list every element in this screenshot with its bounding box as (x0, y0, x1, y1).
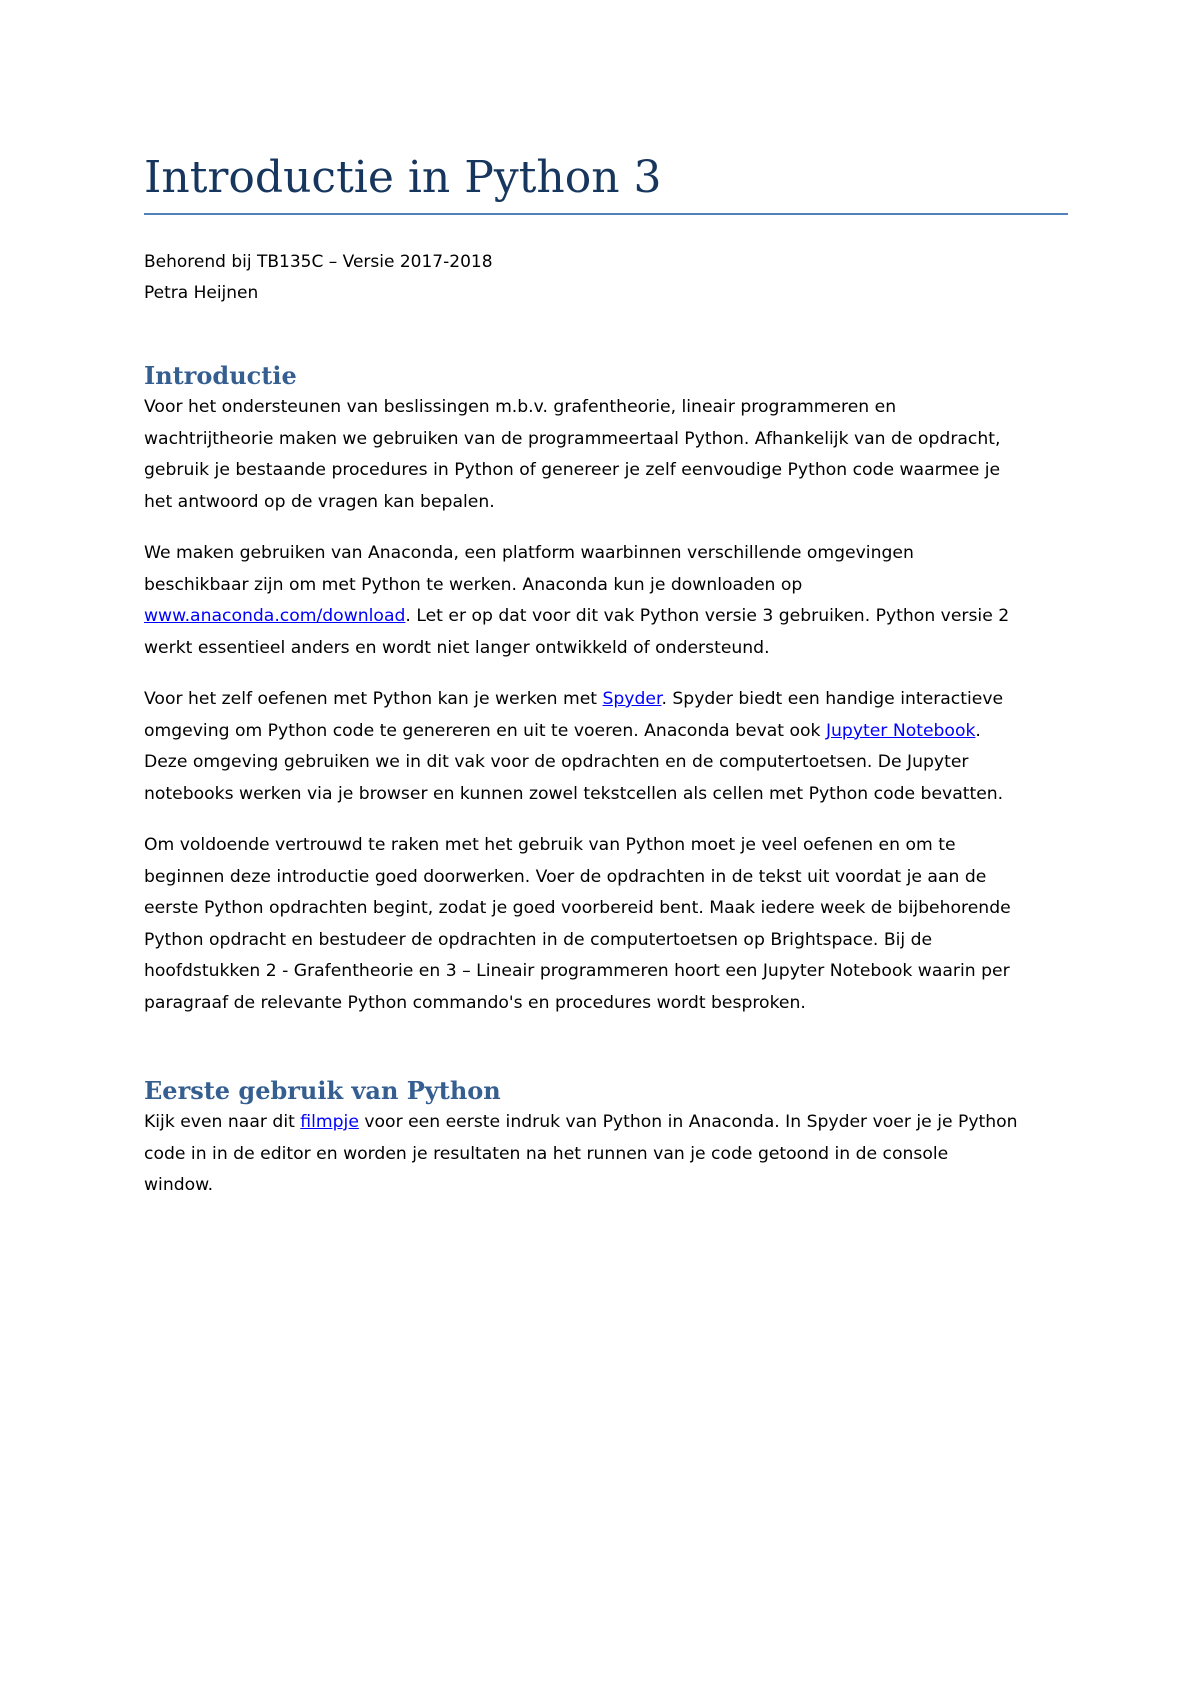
document-meta (144, 247, 493, 309)
text-line: Python opdracht en bestudeer de opdrachten in de computertoetsen op Brightspace. Bij de (144, 929, 933, 950)
text-fragment: voor een eerste indruk van Python in Anaconda. In Spyder voer je je Python (358, 1112, 1018, 1132)
text-line: code in in de editor en worden je resultaten na het runnen van je code getoond in de console (144, 1143, 949, 1164)
text-fragment: . Spyder biedt een handige interactieve (661, 689, 1004, 709)
text-line: Om voldoende vertrouwd te raken met het gebruik van Python moet je veel oefenen en om te (144, 835, 956, 855)
text-line: window. (144, 1175, 214, 1195)
text-line: werkt essentieel anders en wordt niet langer ontwikkeld of ondersteund. (144, 637, 770, 658)
document-subtitle: Behorend bij TB135C – Versie 2017-2018 (144, 252, 493, 272)
text-line (144, 684, 1068, 716)
text-line (144, 716, 1068, 748)
text-fragment: Voor het zelf oefenen met Python kan je werken met (144, 689, 603, 709)
text-fragment: Kijk even naar dit (144, 1112, 301, 1132)
text-line: Deze omgeving gebruiken we in dit vak voor de opdrachten en de computertoetsen. De Jupyter (144, 752, 969, 772)
text-line: We maken gebruiken van Anaconda, een platform waarbinnen verschillende omgevingen (144, 543, 914, 563)
spyder-link[interactable]: Spyder (602, 689, 662, 709)
filmpje-link[interactable]: filmpje (300, 1112, 359, 1132)
text-fragment: . Let er op dat voor dit vak Python versie 3 gebruiken. Python versie 2 (405, 606, 1010, 626)
text-line: hoofdstukken 2 - Grafentheorie en 3 – Lineair programmeren hoort een Jupyter Notebook waarin per (144, 961, 1010, 981)
anaconda-download-link[interactable]: www.anaconda.com/download (144, 606, 406, 626)
intro-paragraph-2 (144, 538, 1068, 664)
text-line: gebruik je bestaande procedures in Python of genereer je zelf eenvoudige Python code waarmee je (144, 460, 1001, 480)
text-line (144, 1107, 1068, 1139)
text-line: eerste Python opdrachten begint, zodat je goed voorbereid bent. Maak iedere week de bijbehorende (144, 898, 1011, 918)
jupyter-notebook-link[interactable]: Jupyter Notebook (825, 720, 976, 741)
text-line: het antwoord op de vragen kan bepalen. (144, 491, 495, 512)
section-eerste-gebruik (144, 1075, 1068, 1222)
text-line: notebooks werken via je browser en kunnen zowel tekstcellen als cellen met Python code bevatten. (144, 783, 1004, 804)
text-fragment: . (975, 720, 981, 741)
text-line: beginnen deze introductie goed doorwerken. Voer de opdrachten in de tekst uit voordat je aan de (144, 866, 987, 887)
text-line: wachtrijtheorie maken we gebruiken van de programmeertaal Python. Afhankelijk van de opdracht, (144, 428, 1001, 449)
title-underline (144, 213, 1068, 215)
intro-paragraph-1 (144, 392, 1068, 518)
document-title: Introductie in Python 3 (144, 152, 662, 203)
first-use-paragraph (144, 1107, 1068, 1202)
intro-paragraph-4 (144, 830, 1068, 1019)
document-author: Petra Heijnen (144, 283, 259, 303)
section-introductie (144, 360, 1068, 1039)
section-heading-eerste-gebruik: Eerste gebruik van Python (144, 1076, 501, 1105)
intro-paragraph-3 (144, 684, 1068, 810)
text-line (144, 601, 1068, 633)
text-line: paragraaf de relevante Python commando's en procedures wordt besproken. (144, 992, 806, 1013)
text-line: Voor het ondersteunen van beslissingen m.b.v. grafentheorie, lineair programmeren en (144, 397, 897, 417)
text-fragment: omgeving om Python code te genereren en uit te voeren. Anaconda bevat ook (144, 720, 826, 741)
text-line: beschikbaar zijn om met Python te werken. Anaconda kun je downloaden op (144, 574, 803, 595)
section-heading-introductie: Introductie (144, 361, 297, 390)
